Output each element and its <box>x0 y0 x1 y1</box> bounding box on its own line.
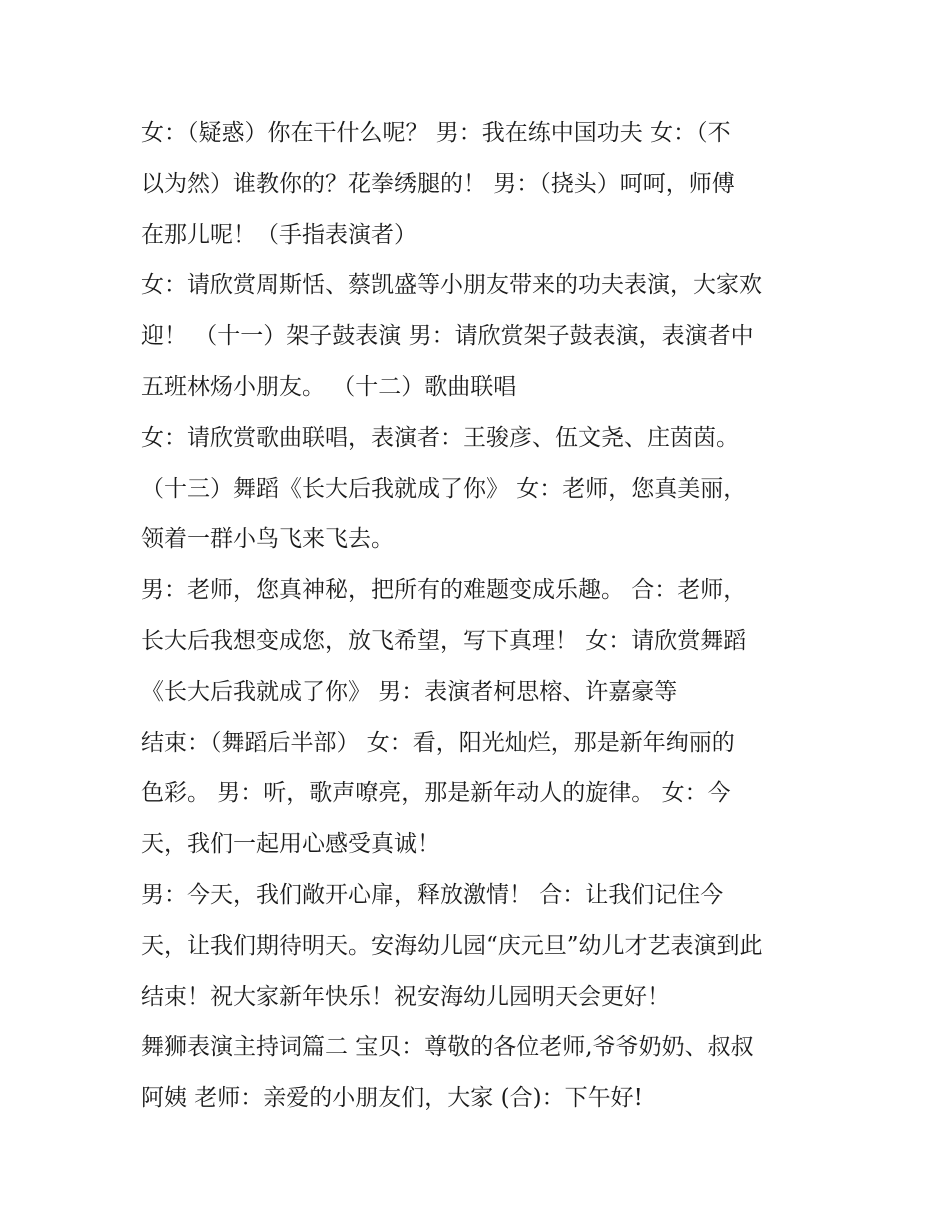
document-body <box>141 108 831 1124</box>
text-line: 女：请欣赏周斯恬、蔡凯盛等小朋友带来的功夫表演，大家欢 <box>141 272 762 299</box>
text-line: 舞狮表演主持词篇二 宝贝：尊敬的各位老师,爷爷奶奶、叔叔 <box>141 1034 754 1061</box>
text-line: 长大后我想变成您，放飞希望，写下真理！ 女：请欣赏舞蹈 <box>141 627 747 654</box>
text-line: 天，我们一起用心感受真诚！ <box>141 831 440 858</box>
text-line: 色彩。 男：听，歌声嘹亮，那是新年动人的旋律。 女：今 <box>141 780 731 807</box>
text-line: 结束！祝大家新年快乐！祝安海幼儿园明天会更好！ <box>141 983 670 1010</box>
text-line: 迎！ （十一）架子鼓表演 男：请欣赏架子鼓表演，表演者中 <box>141 323 754 350</box>
text-line: 领着一群小鸟飞来飞去。 <box>141 526 394 553</box>
text-line: 在那儿呢！（手指表演者） <box>141 221 417 248</box>
text-line: 结束：（舞蹈后半部） 女：看，阳光灿烂，那是新年绚丽的 <box>141 729 735 756</box>
text-line: 男：今天，我们敞开心扉，释放激情！ 合：让我们记住今 <box>141 881 724 908</box>
text-line: 五班林炀小朋友。 （十二）歌曲联唱 <box>141 373 517 400</box>
text-line: 阿姨 老师：亲爱的小朋友们，大家 (合)：下午好! <box>141 1085 643 1112</box>
text-line: 《长大后我就成了你》 男：表演者柯思榕、许嘉豪等 <box>141 678 678 705</box>
text-line: 女：请欣赏歌曲联唱，表演者：王骏彦、伍文尧、庄茵茵。 <box>141 424 739 451</box>
text-line: 天，让我们期待明天。安海幼儿园“庆元旦”幼儿才艺表演到此 <box>141 932 763 959</box>
text-line: 女：（疑惑）你在干什么呢？ 男：我在练中国功夫 女：（不 <box>141 120 731 146</box>
text-line: （十三）舞蹈《长大后我就成了你》 女：老师，您真美丽， <box>141 475 747 502</box>
text-line: 男：老师，您真神秘，把所有的难题变成乐趣。 合：老师， <box>141 577 747 604</box>
text-line: 以为然）谁教你的？花拳绣腿的！ 男：（挠头）呵呵，师傅 <box>141 170 735 197</box>
